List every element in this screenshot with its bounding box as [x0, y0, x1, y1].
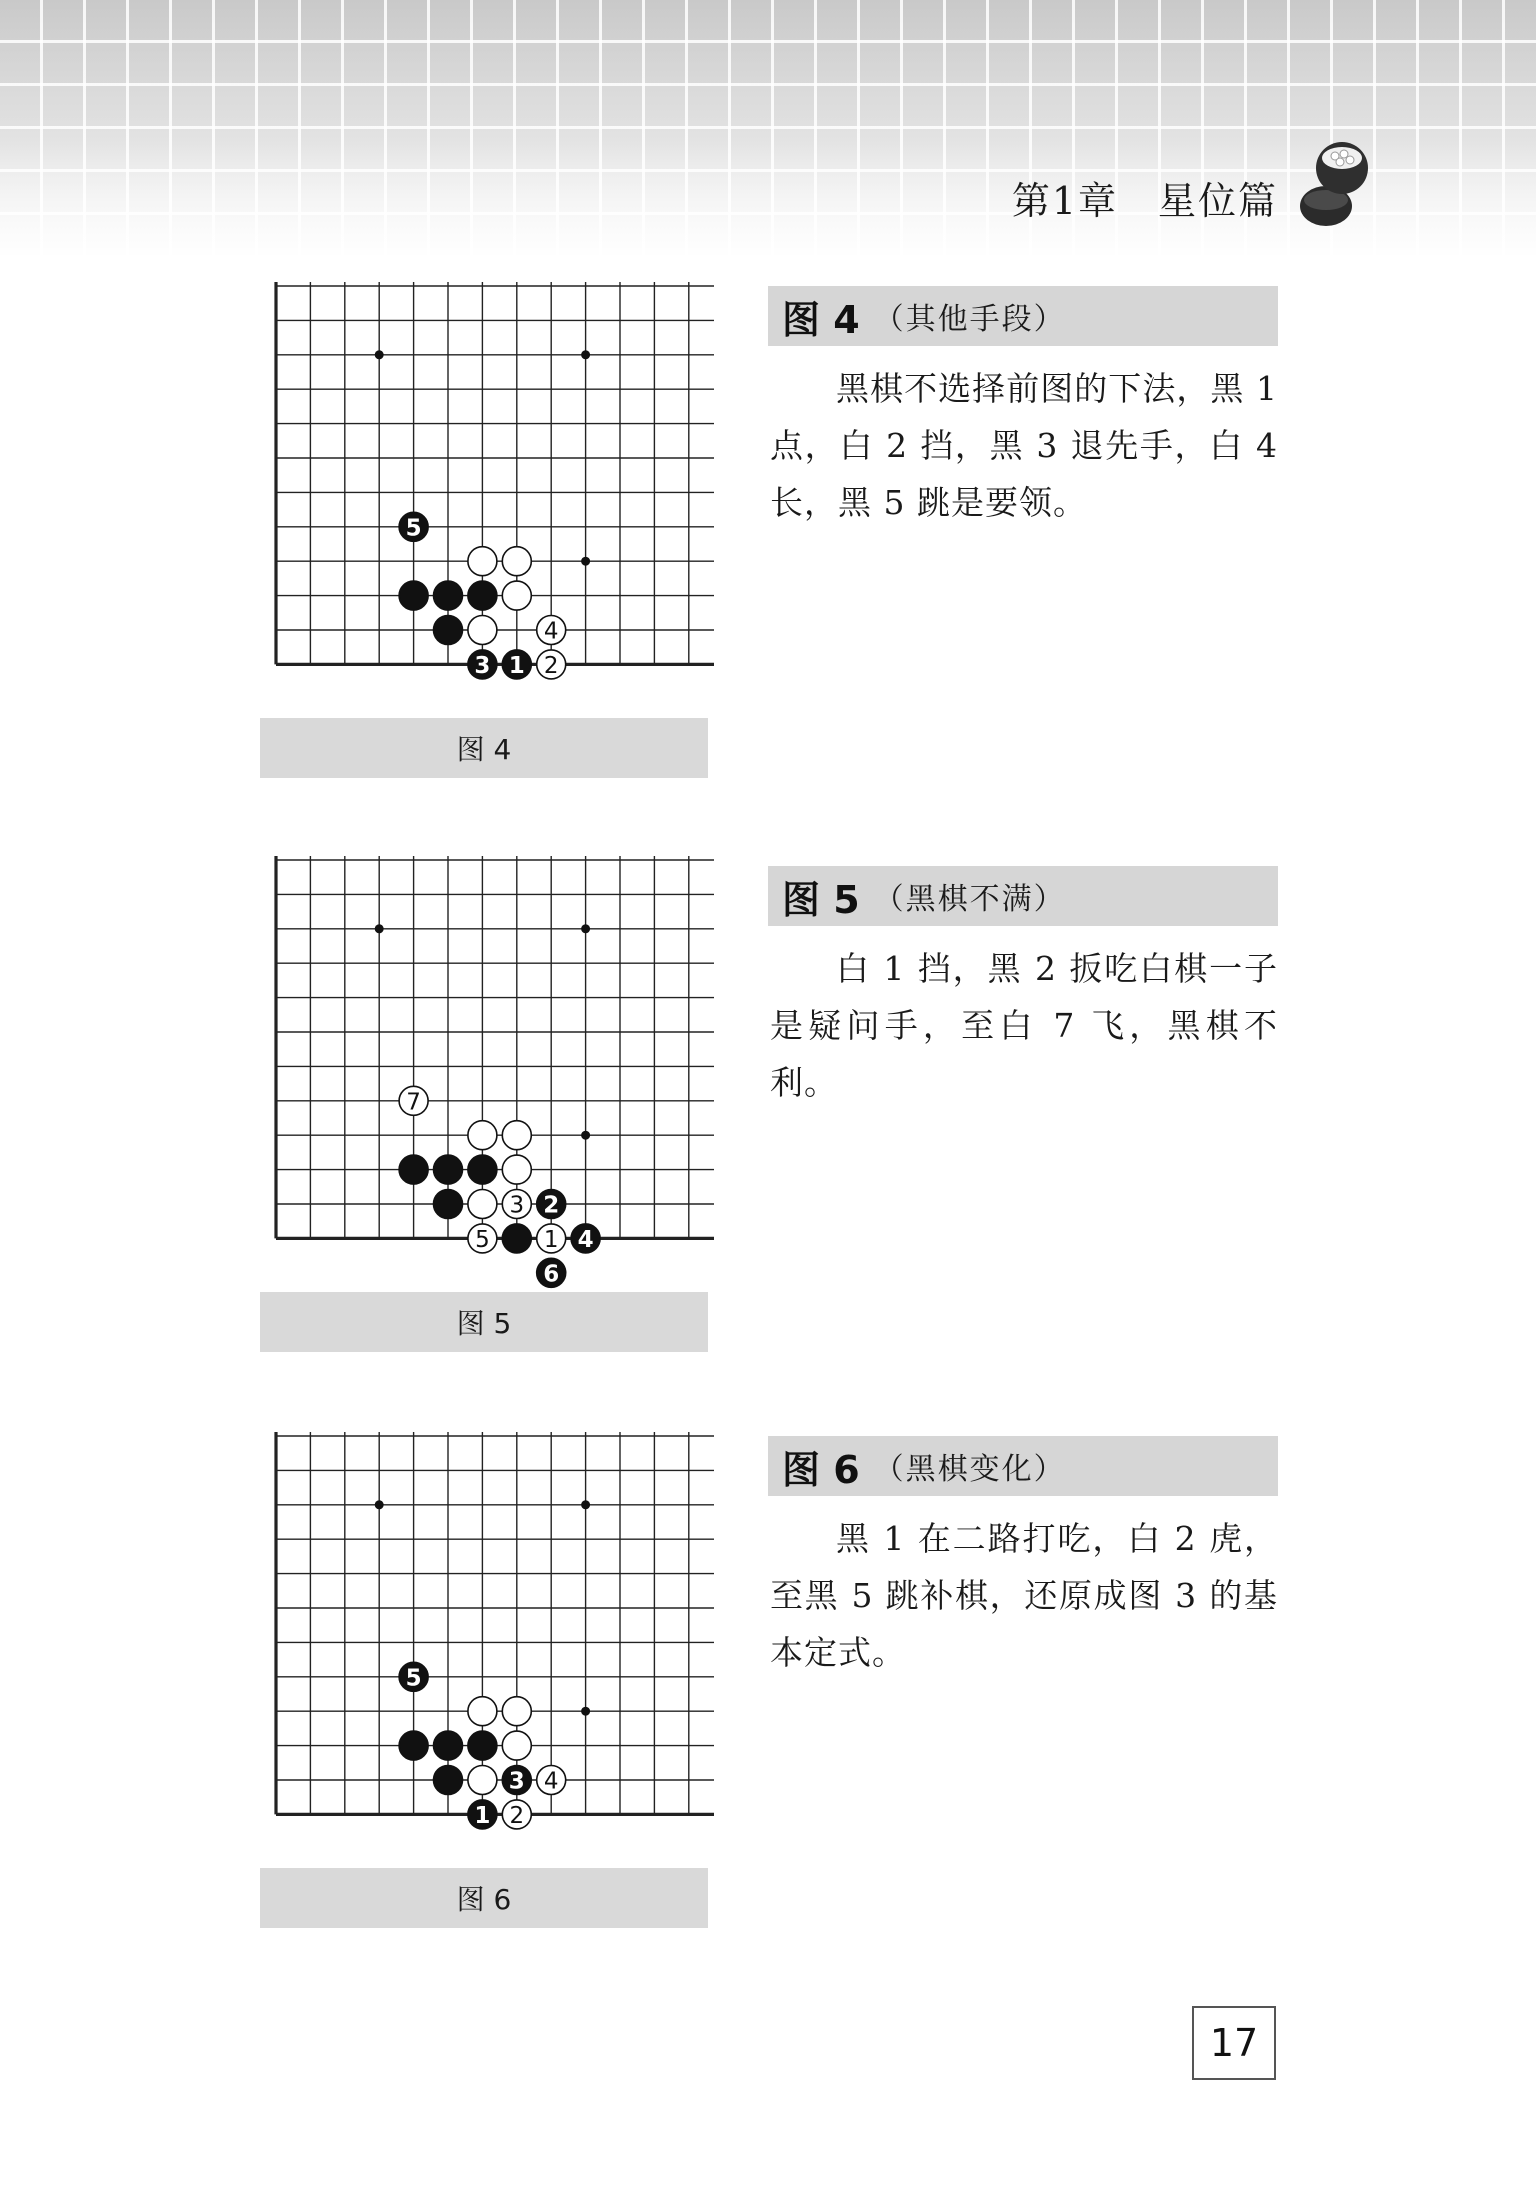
go-board	[268, 856, 714, 1288]
move-number: 3	[474, 652, 491, 679]
star-point	[581, 557, 590, 566]
black-stone	[434, 1731, 463, 1760]
figure-title-bar	[768, 1436, 1278, 1496]
board-grid	[276, 856, 714, 1238]
black-stone	[468, 1155, 497, 1184]
go-board-figure-5	[268, 856, 714, 1288]
white-stone	[399, 1086, 428, 1115]
go-board	[268, 282, 714, 694]
white-stone	[502, 1697, 531, 1726]
figure-title: 图 6	[782, 1447, 860, 1492]
figure-caption: 图 5	[260, 1292, 708, 1352]
figure-subtitle: （黑棋不满）	[873, 882, 1066, 917]
figure-title: 图 5	[782, 877, 860, 922]
black-stone	[399, 1155, 428, 1184]
figure-caption: 图 6	[260, 1868, 708, 1928]
black-stone	[537, 1190, 566, 1219]
figure-title-bar	[768, 866, 1278, 926]
white-stone	[468, 1121, 497, 1150]
star-point	[375, 350, 384, 359]
board-grid	[276, 1432, 714, 1814]
black-stone	[399, 581, 428, 610]
white-stone	[502, 1155, 531, 1184]
black-stone	[468, 650, 497, 679]
white-stone	[502, 1800, 531, 1829]
figure-subtitle: （黑棋变化）	[873, 1452, 1066, 1487]
move-number: 6	[543, 1261, 560, 1288]
black-stone	[399, 512, 428, 541]
star-point	[581, 1500, 590, 1509]
white-stone	[502, 1121, 531, 1150]
white-stone	[537, 650, 566, 679]
white-stone	[468, 1190, 497, 1219]
move-number: 4	[577, 1226, 594, 1253]
page-number: 17	[1192, 2006, 1276, 2080]
black-stone	[468, 1731, 497, 1760]
board-grid	[276, 282, 714, 664]
black-stone	[434, 1155, 463, 1184]
page-header	[0, 0, 1536, 256]
white-stone	[502, 1190, 531, 1219]
figure-title-bar	[768, 286, 1278, 346]
go-board	[268, 1432, 714, 1844]
go-bowl-icon	[1288, 136, 1372, 232]
white-stone	[468, 1766, 497, 1795]
go-board-figure-6	[268, 1432, 714, 1844]
black-stone	[502, 1224, 531, 1253]
black-stone	[502, 1766, 531, 1795]
black-stone	[434, 581, 463, 610]
black-stone	[571, 1224, 600, 1253]
star-point	[581, 924, 590, 933]
white-stone	[537, 616, 566, 645]
white-stone	[468, 1697, 497, 1726]
white-stone	[468, 1224, 497, 1253]
move-number: 2	[543, 652, 559, 679]
move-number: 2	[509, 1802, 525, 1829]
white-stone	[502, 581, 531, 610]
black-stone	[399, 1662, 428, 1691]
black-stone	[502, 650, 531, 679]
star-point	[581, 1707, 590, 1716]
black-stone	[468, 581, 497, 610]
white-stone	[537, 1224, 566, 1253]
figure-title: 图 4	[782, 297, 860, 342]
move-number: 5	[405, 515, 422, 542]
star-point	[375, 924, 384, 933]
white-stone	[502, 1731, 531, 1760]
black-stone	[434, 1766, 463, 1795]
white-stone	[502, 547, 531, 576]
figure-description: 黑棋不选择前图的下法，黑 1 点，白 2 挡，黑 3 退先手，白 4 长，黑 5 跳是要领。	[770, 369, 1278, 522]
star-point	[375, 1500, 384, 1509]
move-number: 3	[509, 1192, 525, 1219]
move-number: 5	[405, 1665, 422, 1692]
chapter-title: 第1章 星位篇	[1011, 179, 1278, 223]
white-stone	[468, 616, 497, 645]
black-stone	[434, 616, 463, 645]
black-stone	[468, 1800, 497, 1829]
star-point	[581, 1131, 590, 1140]
move-number: 2	[543, 1192, 560, 1219]
move-number: 4	[543, 1768, 559, 1795]
white-stone	[468, 547, 497, 576]
white-stone	[537, 1766, 566, 1795]
move-number: 7	[406, 1089, 421, 1116]
figure-subtitle: （其他手段）	[873, 302, 1066, 337]
black-stone	[537, 1258, 566, 1287]
move-number: 1	[508, 652, 525, 679]
move-number: 3	[508, 1768, 525, 1795]
star-point	[581, 350, 590, 359]
move-number: 5	[475, 1226, 490, 1253]
go-board-figure-4	[268, 282, 714, 694]
figure-caption: 图 4	[260, 718, 708, 778]
black-stone	[434, 1190, 463, 1219]
move-number: 1	[474, 1802, 491, 1829]
figure-description: 白 1 挡，黑 2 扳吃白棋一子是疑问手，至白 7 飞，黑棋不利。	[770, 949, 1278, 1102]
black-stone	[399, 1731, 428, 1760]
move-number: 1	[543, 1226, 559, 1253]
figure-description: 黑 1 在二路打吃，白 2 虎，至黑 5 跳补棋，还原成图 3 的基本定式。	[770, 1519, 1278, 1672]
move-number: 4	[543, 618, 559, 645]
